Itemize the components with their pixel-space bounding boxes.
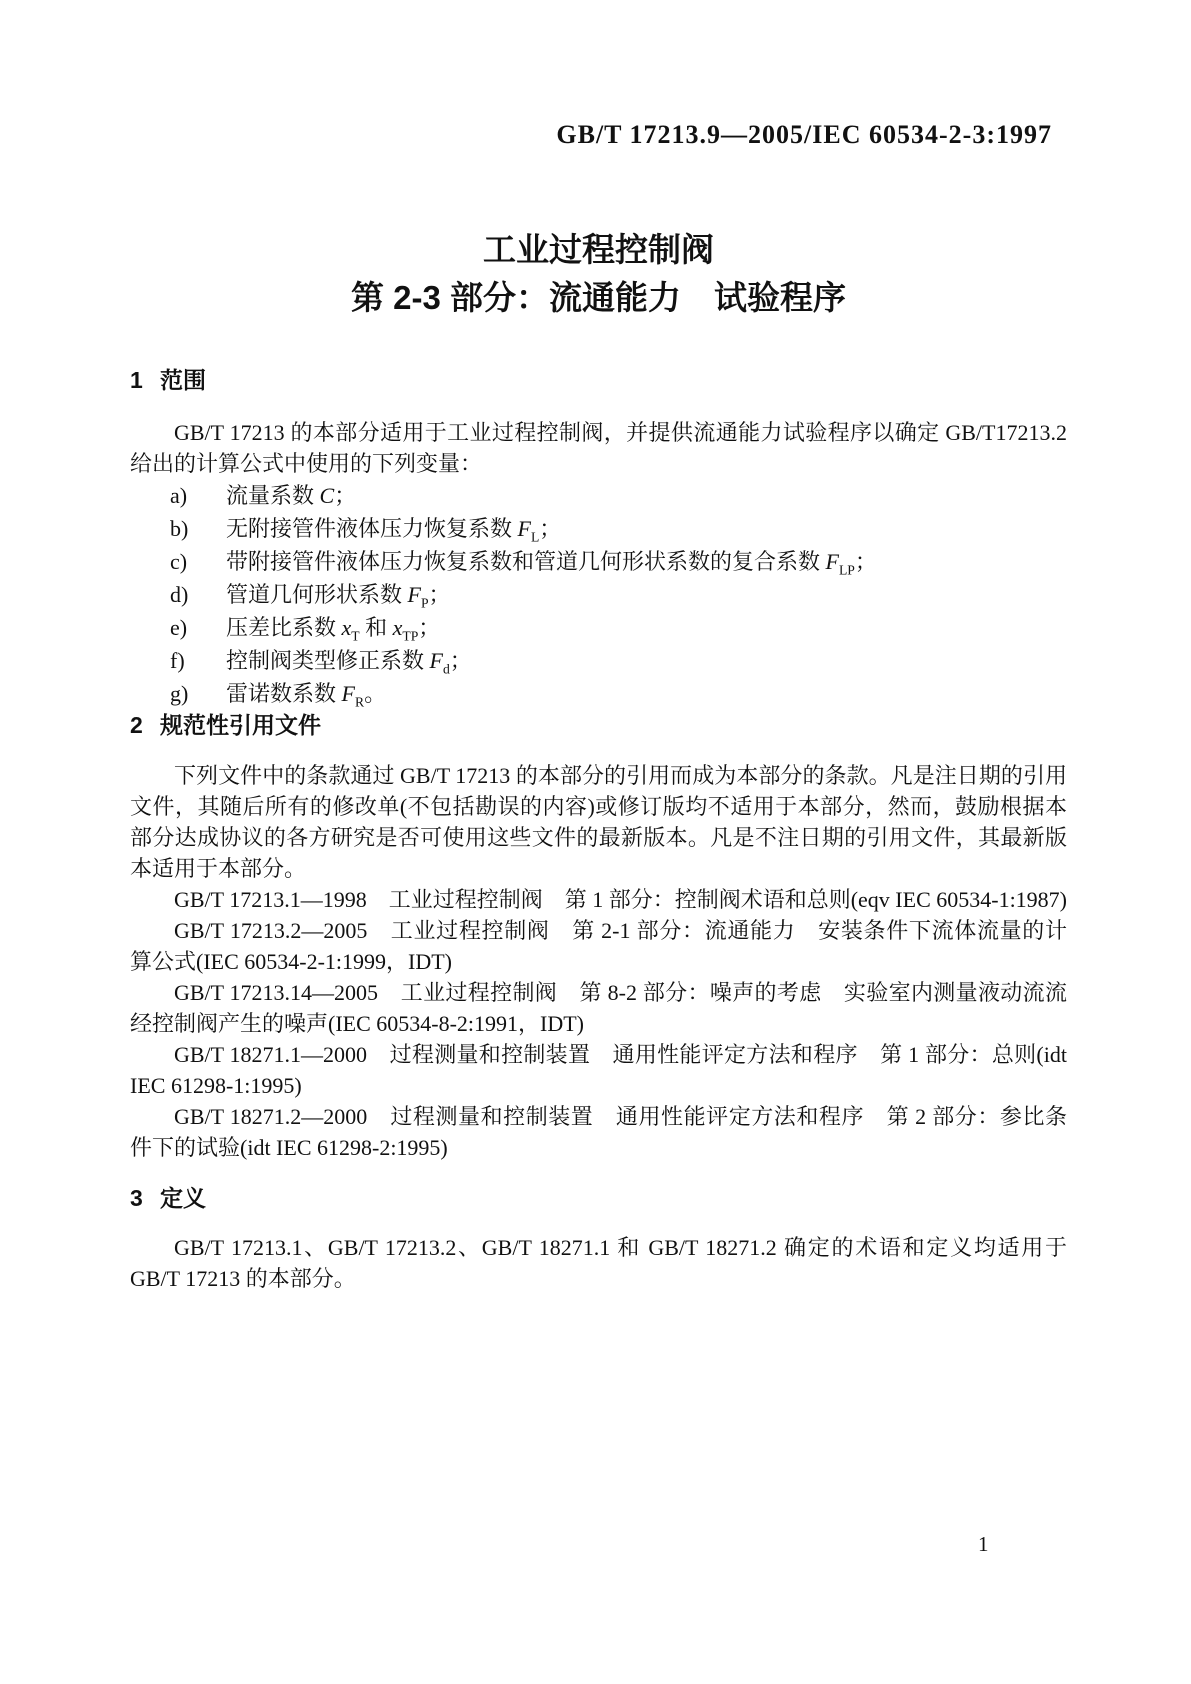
list-item-label: b) xyxy=(170,516,189,541)
section-2-intro-paragraph: 下列文件中的条款通过 GB/T 17213 的本部分的引用而成为本部分的条款。凡是注日期的引用文件，其随后所有的修改单(不包括勘误的内容)或修订版均不适用于本部分，然而，鼓励根据本部分达成协议的各方研究是否可使用这些文件的最新版本。凡是不注日期的引用文件，其最新版本适用于本部分。 xyxy=(130,763,1067,881)
section-1-intro-paragraph: GB/T 17213 的本部分适用于工业过程控制阀，并提供流通能力试验程序以确定 GB/T17213.2 给出的计算公式中使用的下列变量： xyxy=(130,420,1067,476)
variable-subscript: LP xyxy=(838,562,855,578)
doc-title xyxy=(130,226,1067,322)
list-item-punct: ； xyxy=(449,648,472,673)
list-item-label: g) xyxy=(170,681,189,706)
list-item-c xyxy=(130,545,1067,578)
list-item-punct: ； xyxy=(334,483,357,508)
section-1-heading xyxy=(130,365,1067,396)
doc-title-line2: 第 2-3 部分：流通能力 试验程序 xyxy=(350,279,847,316)
list-item-punct: ； xyxy=(418,615,441,640)
variable-subscript: TP xyxy=(402,628,419,644)
variable-subscript: d xyxy=(442,661,450,677)
list-item-f xyxy=(130,644,1067,677)
list-item-a xyxy=(130,479,1067,512)
list-item-label: c) xyxy=(170,549,188,574)
list-item-text: 带附接管件液体压力恢复系数和管道几何形状系数的复合系数 xyxy=(226,549,826,574)
standard-code-header: GB/T 17213.9—2005/IEC 60534-2-3:1997 xyxy=(556,120,1052,149)
section-3-title: 定义 xyxy=(160,1185,206,1211)
section-3-heading xyxy=(130,1183,1067,1214)
section-1-number: 1 xyxy=(130,367,143,393)
variable: x xyxy=(392,615,403,640)
section-1-title: 范围 xyxy=(160,367,206,393)
reference-entry: GB/T 17213.14—2005 工业过程控制阀 第 8-2 部分：噪声的考虑 实验室内测量液动流流经控制阀产生的噪声(IEC 60534-8-2:1991，IDT) xyxy=(130,980,1067,1036)
list-item-punct: 。 xyxy=(364,681,387,706)
list-item-label: d) xyxy=(170,582,189,607)
variable: x xyxy=(341,615,352,640)
variable: C xyxy=(319,483,335,508)
variable-subscript: R xyxy=(354,694,365,710)
list-item-label: a) xyxy=(170,483,188,508)
list-item-text: 流量系数 xyxy=(226,483,320,508)
list-item-d xyxy=(130,578,1067,611)
doc-title-line1: 工业过程控制阀 xyxy=(483,231,714,268)
reference-entry: GB/T 17213.2—2005 工业过程控制阀 第 2-1 部分：流通能力 安装条件下流体流量的计算公式(IEC 60534-2-1:1999，IDT) xyxy=(130,918,1067,974)
document-body xyxy=(130,365,1067,1294)
list-item-punct: ； xyxy=(428,582,451,607)
list-item-label: f) xyxy=(170,648,185,673)
section-2-number: 2 xyxy=(130,712,143,738)
list-item-text: 无附接管件液体压力恢复系数 xyxy=(226,516,518,541)
list-item-text: 管道几何形状系数 xyxy=(226,582,408,607)
section-2-heading xyxy=(130,710,1067,741)
list-item-b xyxy=(130,512,1067,545)
list-item-e: e) 压差比系数 $x_T$ 和 $x_{TP}$； xyxy=(130,611,1067,644)
page-number: 1 xyxy=(978,1532,989,1556)
list-item-punct: ； xyxy=(854,549,877,574)
variable-subscript: L xyxy=(530,529,540,545)
reference-entry: GB/T 17213.1—1998 工业过程控制阀 第 1 部分：控制阀术语和总则(eqv IEC 60534-1:1987) xyxy=(174,887,1068,912)
section-3-paragraph: GB/T 17213.1、GB/T 17213.2、GB/T 18271.1 和 GB/T 18271.2 确定的术语和定义均适用于 GB/T 17213 的本部分。 xyxy=(130,1235,1067,1291)
list-item-punct: ； xyxy=(539,516,562,541)
list-item-label: e) xyxy=(170,615,188,640)
section-2-title: 规范性引用文件 xyxy=(160,712,321,738)
list-item-text: 雷诺数系数 xyxy=(226,681,342,706)
variable-subscript: T xyxy=(351,628,360,644)
variable-subscript: P xyxy=(420,595,429,611)
variable: F xyxy=(517,516,531,541)
variable: F xyxy=(407,582,421,607)
variable: F xyxy=(429,648,443,673)
list-item-text: 控制阀类型修正系数 xyxy=(226,648,430,673)
reference-entry: GB/T 18271.2—2000 过程测量和控制装置 通用性能评定方法和程序 第 2 部分：参比条件下的试验(idt IEC 61298-2:1995) xyxy=(130,1104,1067,1160)
section-3-number: 3 xyxy=(130,1185,143,1211)
list-item-g xyxy=(130,677,1067,710)
reference-entry: GB/T 18271.1—2000 过程测量和控制装置 通用性能评定方法和程序 第 1 部分：总则(idt IEC 61298-1:1995) xyxy=(130,1042,1067,1098)
list-item-text: 压差比系数 xyxy=(226,615,342,640)
variable-list xyxy=(130,479,1067,710)
variable: F xyxy=(341,681,355,706)
variable: F xyxy=(825,549,839,574)
